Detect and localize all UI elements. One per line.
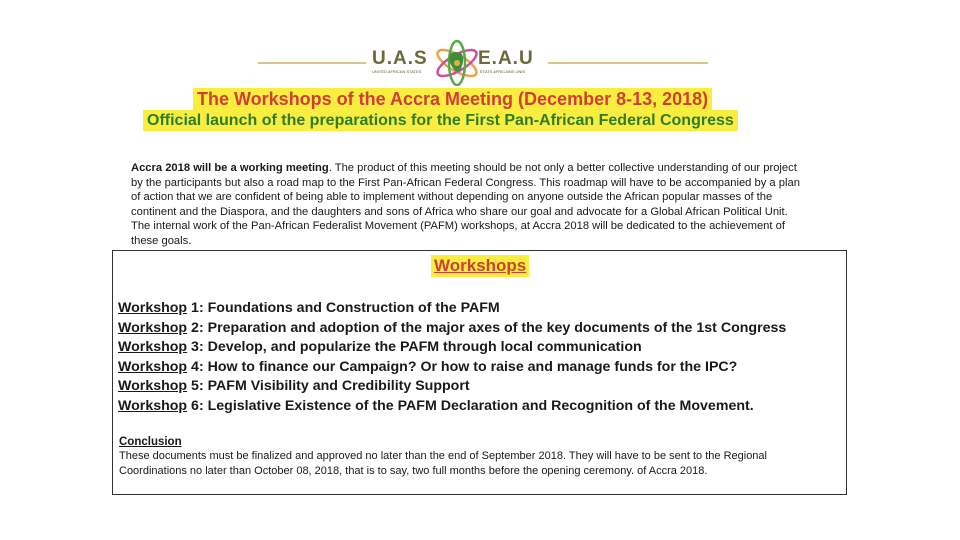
logo-emblem-icon [432, 40, 482, 86]
workshop-text: : How to finance our Campaign? Or how to raise and manage funds for the IPC? [198, 358, 738, 375]
intro-lead: Accra 2018 will be a working meeting [131, 162, 329, 175]
list-item [118, 358, 843, 378]
conclusion-text: These documents must be finalized and approved no later than the end of September 2018. They will have to be sent to the Regional Coordinations no later than October 08, 2018, that is to say, two full months before the opening ceremony. of Accra 2018. [119, 450, 767, 477]
workshop-number: 6 [187, 397, 199, 414]
list-item [118, 319, 843, 339]
workshop-text: : PAFM Visibility and Credibility Support [198, 378, 470, 394]
logo-sub-uas: UNITED AFRICAN STATES [372, 69, 422, 74]
list-item [118, 299, 843, 319]
logo-sub-eau: ÉTATS AFRICAINS UNIS [480, 69, 526, 74]
logo-rule-left [258, 62, 366, 64]
workshops-heading: Workshops [431, 255, 529, 277]
workshop-text: : Foundations and Construction of the PAFM [198, 300, 500, 316]
workshop-text: : Develop, and popularize the PAFM through local communication [198, 339, 642, 355]
logo-text-eau: E.A.U [478, 48, 534, 69]
logo-text-uas: U.A.S [372, 48, 428, 69]
logo-rule-right [548, 62, 708, 64]
conclusion-heading: Conclusion [119, 436, 182, 448]
workshop-number: 5 [187, 378, 199, 394]
workshop-label: Workshop [118, 300, 188, 316]
logo-header [0, 44, 960, 84]
workshop-label: Workshop [118, 358, 188, 375]
workshop-label: Workshop [118, 339, 188, 355]
intro-paragraph [131, 161, 803, 248]
workshop-number: 3 [187, 339, 199, 355]
intro-body: . The product of this meeting should be not only a better collective understanding of our project by the participants but also a road map to the First Pan-African Federal Congress. This roadmap will have to be accompanied by a plan of action that we are confident of being able to implement without depending on anyone outside the African popular masses of the continent and the Diaspora, and the daughters and sons of Africa who share our goal and advocate for a Global African Political Unit. The internal work of the Pan-African Federalist Movement (PAFM) workshops, at Accra 2018 will be dedicated to the achievement of these goals. [131, 162, 800, 247]
page-title: The Workshops of the Accra Meeting (December 8-13, 2018) [193, 88, 712, 110]
workshop-label: Workshop [118, 319, 188, 336]
list-item [118, 338, 843, 358]
workshop-number: 2 [187, 319, 199, 336]
workshop-text: : Legislative Existence of the PAFM Declaration and Recognition of the Movement. [198, 397, 754, 414]
page-subtitle: Official launch of the preparations for the First Pan-African Federal Congress [143, 110, 738, 131]
list-item [118, 397, 843, 417]
workshop-text: : Preparation and adoption of the major axes of the key documents of the 1st Congress [198, 319, 787, 336]
workshops-box [112, 250, 847, 495]
workshop-number: 4 [187, 358, 199, 375]
workshop-number: 1 [187, 300, 199, 316]
workshops-list [118, 299, 843, 416]
workshop-label: Workshop [118, 397, 188, 414]
list-item [118, 377, 843, 397]
workshop-label: Workshop [118, 378, 188, 394]
